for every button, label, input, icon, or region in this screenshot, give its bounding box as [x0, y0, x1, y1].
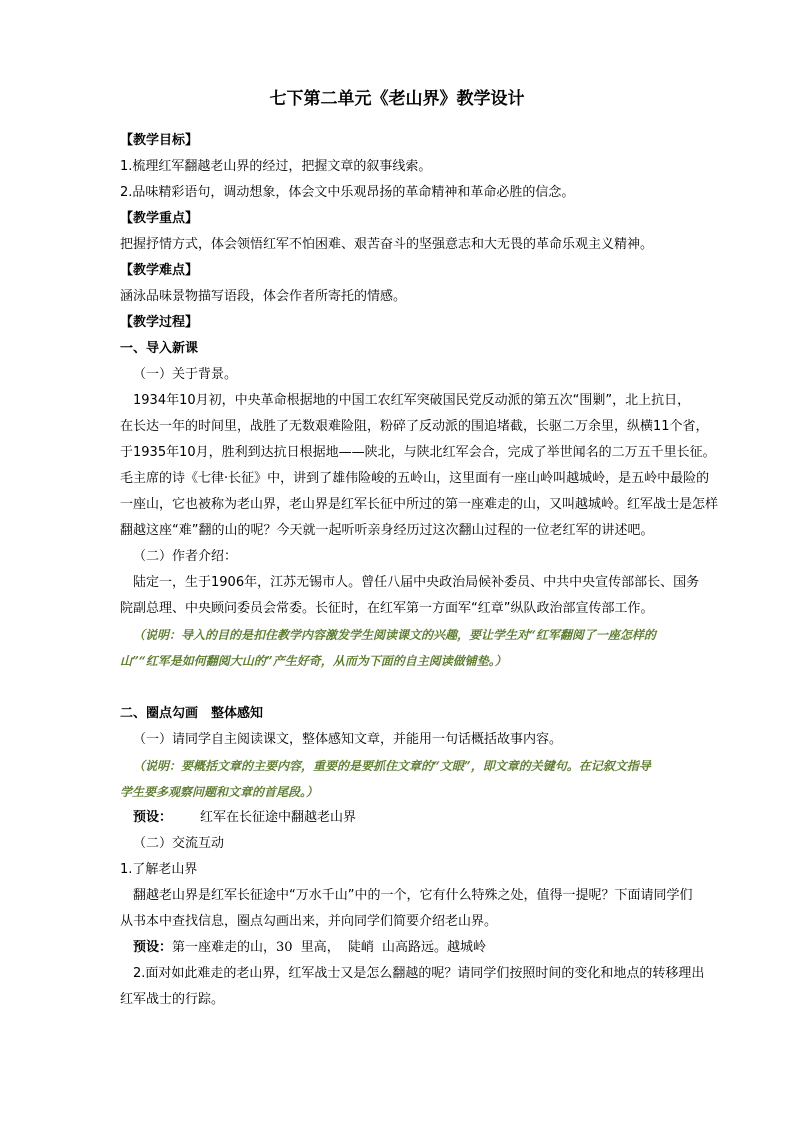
preset-text: 第一座难走的山，30 里高， 陡峭 山高路远。越城岭	[172, 940, 486, 955]
paragraph-line: 一座山，它也被称为老山界，老山界是红军长征中所过的第一座难走的山，又叫越城岭。红军战士是怎样	[120, 497, 719, 512]
discussion-item-1: 1.了解老山界	[120, 862, 198, 877]
note-line: （说明：要概括文章的主要内容，重要的是要抓住文章的“文眼”，即文章的关键句。在记叙文指导	[133, 759, 651, 773]
paragraph-line: 翻越老山界是红军长征途中“万水千山”中的一个，它有什么特殊之处，值得一提呢？下面请同学们	[133, 888, 693, 903]
paragraph-line: 于1935年10月，胜利到达抗日根据地——陕北，与陕北红军会合，完成了举世闻名的二万五千里长征。	[120, 445, 716, 460]
teaching-note	[120, 753, 680, 805]
preset-label: 预设：	[133, 940, 173, 955]
part1-heading: 一、导入新课	[120, 341, 199, 356]
process-heading: 【教学过程】	[120, 315, 199, 330]
part1-sub-background: （一）关于背景。	[133, 367, 238, 382]
teaching-note	[120, 622, 680, 674]
preset-answer	[120, 805, 680, 831]
goal-item: 1.梳理红军翻越老山界的经过，把握文章的叙事线索。	[120, 159, 432, 174]
paragraph-line: 1934年10月初，中央革命根据地的中国工农红军突破国民党反动派的第五次“围剿”，北上抗日，	[133, 393, 691, 408]
part2-sub-reading: （一）请同学自主阅读课文，整体感知文章，并能用一句话概括故事内容。	[133, 732, 563, 747]
paragraph-line: 从书本中查找信息，圈点勾画出来，并向同学们简要介绍老山界。	[120, 914, 498, 929]
paragraph-line: 红军战士的行踪。	[120, 992, 225, 1007]
difficulty-text: 涵泳品味景物描写语段，体会作者所寄托的情感。	[120, 289, 407, 304]
paragraph-line: 2.面对如此难走的老山界，红军战士又是怎么翻越的呢？请同学们按照时间的变化和地点的转移理出	[133, 966, 705, 981]
preset-label: 预设：	[133, 810, 173, 825]
paragraph-line: 毛主席的诗《七律·长征》中，讲到了雄伟险峻的五岭山，这里面有一座山岭叫越城岭，是五岭中最险的	[120, 471, 710, 486]
difficulty-heading: 【教学难点】	[120, 263, 199, 278]
preset-text: 红军在长征途中翻越老山界	[200, 810, 357, 825]
part1-sub-author: （二）作者介绍：	[133, 549, 238, 564]
document-title: 七下第二单元《老山界》教学设计	[269, 89, 525, 109]
focus-text: 把握抒情方式，体会领悟红军不怕困难、艰苦奋斗的坚强意志和大无畏的革命乐观主义精神。	[120, 237, 654, 252]
paragraph-line: 在长达一年的时间里，战胜了无数艰难险阻，粉碎了反动派的围追堵截，长驱二万余里，纵横11个省，	[120, 419, 709, 434]
goal-item: 2.品味精彩语句，调动想象，体会文中乐观昂扬的革命精神和革命必胜的信念。	[120, 185, 575, 200]
item1-paragraph	[120, 883, 693, 935]
paragraph-line: 陆定一，生于1906年，江苏无锡市人。曾任八届中央政治局候补委员、中共中央宣传部部长、国务	[133, 575, 700, 590]
preset-answer	[120, 935, 680, 961]
goals-heading: 【教学目标】	[120, 133, 199, 148]
author-paragraph	[120, 570, 700, 622]
paragraph-line: 翻越这座“难”翻的山的呢？今天就一起听听亲身经历过这次翻山过程的一位老红军的讲述吧。	[120, 523, 654, 538]
background-paragraph	[120, 388, 719, 544]
focus-heading: 【教学重点】	[120, 211, 199, 226]
item2-paragraph	[120, 961, 705, 1013]
document-body	[120, 128, 719, 1013]
note-line: （说明：导入的目的是扣住教学内容激发学生阅读课文的兴趣，要让学生对“红军翻阅了一座怎样的	[133, 628, 656, 642]
note-line: 学生要多观察问题和文章的首尾段。）	[120, 785, 319, 799]
part2-sub-discussion: （二）交流互动	[133, 836, 225, 851]
part2-heading: 二、圈点勾画 整体感知	[120, 706, 264, 721]
paragraph-line: 院副总理、中央顾问委员会常委。长征时，在红军第一方面军“红章”纵队政治部宣传部工作。	[120, 601, 654, 616]
note-line: 山”“红军是如何翻阅大山的”产生好奇，从而为下面的自主阅读做铺垫。）	[120, 654, 507, 668]
